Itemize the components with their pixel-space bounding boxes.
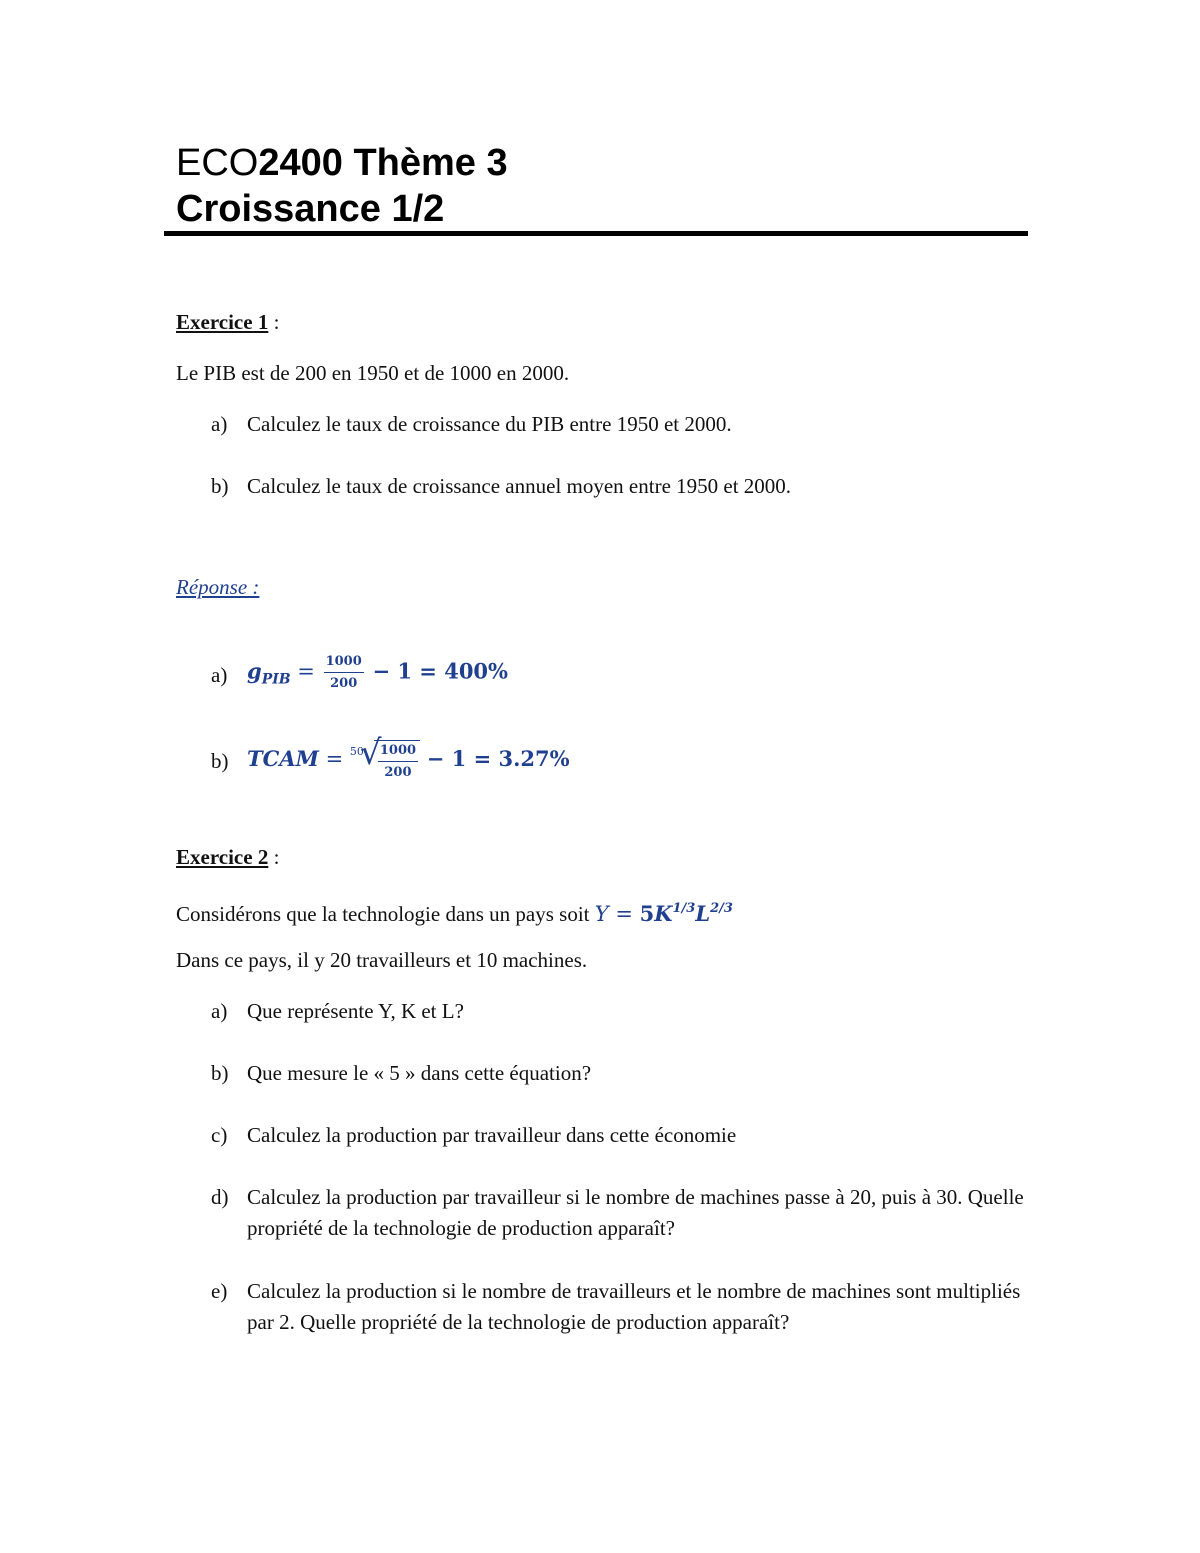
fraction-numerator: 1000 bbox=[378, 743, 418, 762]
equals-sign: = bbox=[325, 747, 344, 771]
exercise-2-colon: : bbox=[268, 845, 280, 869]
item-marker: d) bbox=[211, 1185, 229, 1209]
radical-sign-icon: √ bbox=[359, 733, 382, 773]
answer-b-equation bbox=[247, 733, 1027, 781]
formula-coefficient: 5 bbox=[639, 901, 655, 926]
equals-sign: = bbox=[297, 659, 315, 684]
exercise-2-line-2: Dans ce pays, il y 20 travailleurs et 10 machines. bbox=[176, 948, 588, 972]
exercise-2-heading bbox=[176, 843, 279, 871]
item-text: Calculez le taux de croissance du PIB entre 1950 et 2000. bbox=[247, 412, 732, 436]
formula-l-exponent: 2/3 bbox=[710, 901, 733, 916]
answer-marker: a) bbox=[211, 663, 228, 687]
tcam-variable: TCAM bbox=[247, 746, 319, 771]
item-text: Calculez le taux de croissance annuel moyen entre 1950 et 2000. bbox=[247, 474, 792, 498]
fraction-denominator: 200 bbox=[330, 676, 358, 691]
title-underline bbox=[164, 231, 1028, 236]
production-function bbox=[595, 902, 733, 926]
answer-b-result: − 1 = 3.27% bbox=[426, 746, 570, 771]
item-marker: e) bbox=[211, 1279, 228, 1303]
item-text: Que mesure le « 5 » dans cette équation? bbox=[247, 1061, 592, 1085]
nth-root bbox=[349, 733, 420, 781]
intro-text: Considérons que la technologie dans un pays soit bbox=[176, 902, 595, 926]
answer-a-equation bbox=[247, 654, 1027, 696]
item-marker: a) bbox=[211, 999, 228, 1023]
fraction bbox=[324, 654, 364, 692]
formula-y: Y bbox=[594, 902, 609, 926]
item-marker: b) bbox=[211, 1061, 229, 1085]
title-rest: 2400 Thème 3 bbox=[258, 142, 508, 184]
fraction-numerator: 1000 bbox=[324, 654, 364, 673]
formula-l: L bbox=[695, 901, 711, 926]
growth-subscript: PIB bbox=[261, 671, 291, 688]
exercise-1-label: Exercice 1 bbox=[176, 310, 269, 334]
fraction-denominator: 200 bbox=[384, 765, 412, 780]
answer-a-result: − 1 = 400% bbox=[372, 658, 508, 684]
exercise-1-colon: : bbox=[268, 310, 280, 334]
formula-equals: = bbox=[608, 902, 640, 926]
formula-k-exponent: 1/3 bbox=[672, 901, 696, 916]
answer-label: Réponse : bbox=[176, 575, 260, 599]
item-marker: c) bbox=[211, 1123, 228, 1147]
title-prefix: ECO bbox=[176, 142, 259, 184]
item-text: Que représente Y, K et L? bbox=[247, 999, 464, 1023]
growth-variable: g bbox=[247, 658, 262, 684]
item-marker: b) bbox=[211, 474, 229, 498]
exercise-2-label: Exercice 2 bbox=[176, 845, 269, 869]
exercise-1-heading bbox=[176, 308, 279, 336]
formula-k: K bbox=[654, 901, 673, 926]
fraction bbox=[378, 743, 418, 781]
item-text: Calculez la production par travailleur si le nombre de machines passe à 20, puis à 30. Quelle propriété de la technologie de production apparaît? bbox=[247, 1185, 1024, 1240]
document-title bbox=[176, 140, 508, 232]
answer-marker: b) bbox=[211, 749, 229, 773]
item-text: Calculez la production si le nombre de travailleurs et le nombre de machines sont multipliés par 2. Quelle propriété de la technologie de production apparaît? bbox=[247, 1279, 1021, 1334]
title-line-1 bbox=[176, 140, 508, 186]
item-marker: a) bbox=[211, 412, 228, 436]
exercise-2-intro bbox=[176, 895, 733, 928]
exercise-1-intro: Le PIB est de 200 en 1950 et de 1000 en 2000. bbox=[176, 361, 570, 385]
title-line-2: Croissance 1/2 bbox=[176, 188, 445, 230]
root-index: 50 bbox=[349, 745, 364, 758]
item-text: Calculez la production par travailleur dans cette économie bbox=[247, 1123, 737, 1147]
